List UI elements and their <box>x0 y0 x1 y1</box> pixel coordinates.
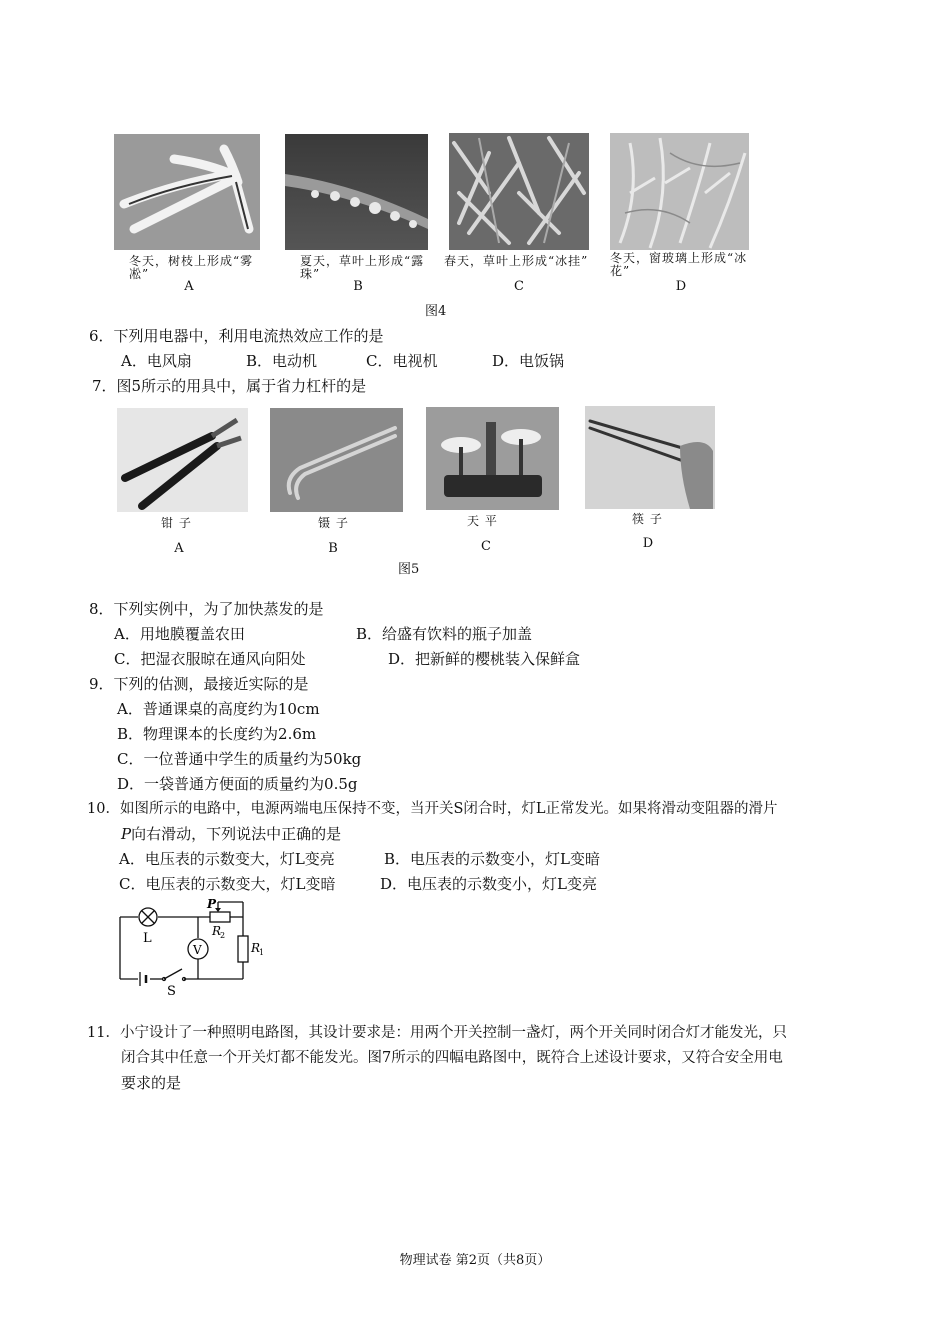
caption-dew: 夏天，草叶上形成“露珠” <box>300 254 425 281</box>
question-11-line3: 要求的是 <box>121 1074 182 1092</box>
question-6-option-d: D．电饭锅 <box>492 352 565 370</box>
question-10-stem-line2 <box>121 824 341 844</box>
question-9-option-c: C．一位普通中学生的质量约为50kg <box>117 750 362 768</box>
page-footer: 物理试卷 第2页（共8页） <box>399 1253 551 1268</box>
question-8-option-b: B．给盛有饮料的瓶子加盖 <box>356 625 533 643</box>
chopsticks-photo <box>585 406 715 509</box>
fig5-letter-a: A <box>174 541 184 556</box>
ice-grass-photo <box>449 133 589 250</box>
frost-photo <box>114 134 260 250</box>
figure-5-label: 图5 <box>398 562 420 577</box>
slider-label: P <box>207 897 217 911</box>
caption-ice-flower: 冬天，窗玻璃上形成“冰花” <box>610 251 748 278</box>
question-10-stem-line2-text: 向右滑动，下列说法中正确的是 <box>131 825 342 843</box>
voltmeter-label: V <box>193 943 202 957</box>
switch-label: S <box>167 984 176 999</box>
caption-balance: 天 平 <box>467 514 498 528</box>
question-7-stem: 7．图5所示的用具中，属于省力杠杆的是 <box>92 377 367 395</box>
pliers-photo <box>117 408 248 512</box>
caption-tweezers: 镊 子 <box>318 516 349 530</box>
option-letter-a: A <box>184 279 194 294</box>
r2-label: R <box>212 924 222 938</box>
question-8-stem: 8．下列实例中，为了加快蒸发的是 <box>89 600 324 618</box>
question-9-stem: 9．下列的估测，最接近实际的是 <box>89 675 309 693</box>
lamp-label: L <box>143 931 152 946</box>
question-10-option-b: B．电压表的示数变小，灯L变暗 <box>384 850 600 868</box>
caption-pliers: 钳 子 <box>161 516 192 530</box>
caption-ice-grass: 春天，草叶上形成“冰挂” <box>444 254 589 268</box>
question-8-option-a: A．用地膜覆盖农田 <box>114 625 245 643</box>
figure-4-label: 图4 <box>425 304 447 319</box>
circuit-diagram <box>110 896 280 1000</box>
fig5-letter-d: D <box>642 536 654 551</box>
option-letter-b: B <box>353 279 363 294</box>
ice-flower-photo <box>610 133 749 250</box>
caption-chopsticks: 筷 子 <box>632 512 663 526</box>
question-11-line1: 11．小宁设计了一种照明电路图，其设计要求是：用两个开关控制一盏灯，两个开关同时闭合灯才能发光，只 <box>87 1025 787 1041</box>
option-letter-d: D <box>675 279 687 294</box>
question-10-option-c: C．电压表的示数变大，灯L变暗 <box>119 875 336 893</box>
question-6-stem: 6．下列用电器中，利用电流热效应工作的是 <box>89 327 384 345</box>
r1-label: R <box>251 941 261 955</box>
slider-variable: P <box>121 825 132 843</box>
balance-photo <box>426 407 559 510</box>
question-8-option-c: C．把湿衣服晾在通风向阳处 <box>114 650 306 668</box>
question-9-option-d: D．一袋普通方便面的质量约为0.5g <box>117 775 358 793</box>
dew-photo <box>285 134 428 250</box>
r2-subscript: 2 <box>220 931 226 940</box>
question-9-option-a: A．普通课桌的高度约为10cm <box>117 700 320 718</box>
tweezers-photo <box>270 408 403 512</box>
fig5-letter-c: C <box>481 539 491 554</box>
question-6-option-b: B．电动机 <box>246 352 318 370</box>
question-6-option-a: A．电风扇 <box>121 352 192 370</box>
question-6-option-c: C．电视机 <box>366 352 438 370</box>
r1-subscript: 1 <box>259 948 265 957</box>
fig5-letter-b: B <box>328 541 338 556</box>
question-10-option-a: A．电压表的示数变大，灯L变亮 <box>119 850 335 868</box>
question-10-stem-line1: 10．如图所示的电路中，电源两端电压保持不变，当开关S闭合时，灯L正常发光。如果将滑动变阻器的滑片 <box>87 801 778 817</box>
question-9-option-b: B．物理课本的长度约为2.6m <box>117 725 317 743</box>
question-11-line2: 闭合其中任意一个开关灯都不能发光。图7所示的四幅电路图中，既符合上述设计要求，又符合安全用电 <box>121 1050 783 1066</box>
question-8-option-d: D．把新鲜的樱桃装入保鲜盒 <box>388 650 581 668</box>
question-10-option-d: D．电压表的示数变小，灯L变亮 <box>380 875 597 893</box>
option-letter-c: C <box>514 279 524 294</box>
caption-frost: 冬天，树枝上形成“雾凇” <box>129 254 254 281</box>
